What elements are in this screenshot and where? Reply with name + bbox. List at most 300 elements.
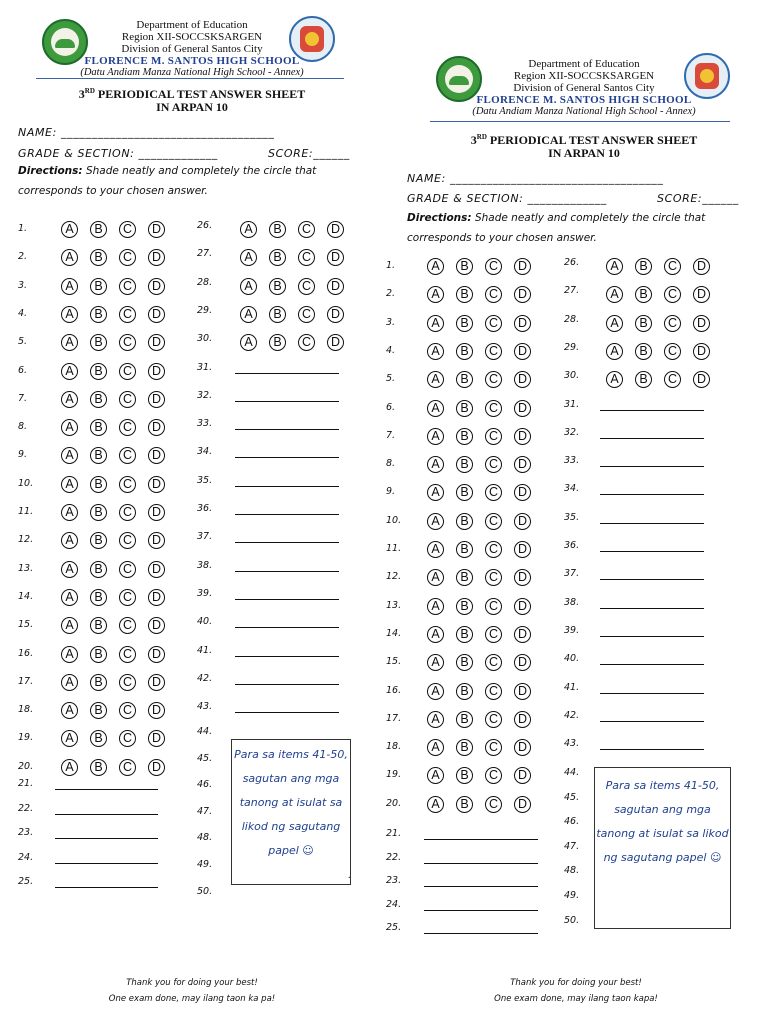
item-number: 50. xyxy=(197,885,213,897)
answer-choice-b[interactable]: B xyxy=(456,258,473,275)
answer-choice-c[interactable]: C xyxy=(119,363,136,380)
answer-choice-b[interactable]: B xyxy=(456,541,473,558)
answer-choice-c[interactable]: C xyxy=(119,646,136,663)
answer-choice-b[interactable]: B xyxy=(456,683,473,700)
item-number: 31. xyxy=(564,398,580,410)
answer-choice-a[interactable]: A xyxy=(427,286,444,303)
answer-choice-c[interactable]: C xyxy=(119,589,136,606)
answer-choice-a[interactable]: A xyxy=(427,343,444,360)
answer-blank[interactable] xyxy=(235,684,339,685)
answer-choice-a[interactable]: A xyxy=(427,739,444,756)
answer-choice-c[interactable]: C xyxy=(119,561,136,578)
answer-choice-d[interactable]: D xyxy=(514,683,531,700)
answer-choice-b[interactable]: B xyxy=(90,221,107,238)
answer-choice-c[interactable]: C xyxy=(119,617,136,634)
answer-choice-d[interactable]: D xyxy=(514,767,531,784)
answer-choice-c[interactable]: C xyxy=(298,306,315,323)
grade-section-field[interactable]: GRADE & SECTION: _____________ xyxy=(18,147,218,160)
answer-choice-d[interactable]: D xyxy=(148,447,165,464)
answer-choice-a[interactable]: A xyxy=(61,391,78,408)
answer-choice-c[interactable]: C xyxy=(485,569,502,586)
answer-blank[interactable] xyxy=(235,486,339,487)
answer-choice-a[interactable]: A xyxy=(61,278,78,295)
item-number: 47. xyxy=(197,805,213,817)
answer-blank[interactable] xyxy=(235,373,339,374)
answer-choice-d[interactable]: D xyxy=(514,739,531,756)
answer-choice-b[interactable]: B xyxy=(269,249,286,266)
answer-choice-d[interactable]: D xyxy=(148,334,165,351)
item-number: 46. xyxy=(197,779,213,791)
answer-choice-d[interactable]: D xyxy=(327,221,344,238)
back-page-note: Para sa items 41-50, sagutan ang mga tanong at isulat sa likod ng sagutang papel ☺ xyxy=(594,767,731,929)
item-number: 19. xyxy=(386,769,402,781)
answer-choice-b[interactable]: B xyxy=(635,315,652,332)
answer-choice-b[interactable]: B xyxy=(456,484,473,501)
answer-choice-d[interactable]: D xyxy=(148,504,165,521)
answer-choice-c[interactable]: C xyxy=(485,343,502,360)
answer-blank[interactable] xyxy=(235,457,339,458)
answer-blank[interactable] xyxy=(424,933,538,934)
answer-choice-a[interactable]: A xyxy=(61,249,78,266)
answer-choice-c[interactable]: C xyxy=(485,286,502,303)
answer-choice-d[interactable]: D xyxy=(514,598,531,615)
answer-choice-c[interactable]: C xyxy=(485,400,502,417)
answer-choice-c[interactable]: C xyxy=(664,258,681,275)
answer-choice-a[interactable]: A xyxy=(61,589,78,606)
answer-choice-d[interactable]: D xyxy=(148,278,165,295)
score-field[interactable]: SCORE:______ xyxy=(268,147,350,160)
item-number: 5. xyxy=(386,373,396,385)
answer-choice-a[interactable]: A xyxy=(606,371,623,388)
answer-choice-d[interactable]: D xyxy=(514,343,531,360)
header-divider xyxy=(430,121,730,122)
answer-choice-a[interactable]: A xyxy=(427,456,444,473)
answer-choice-a[interactable]: A xyxy=(61,419,78,436)
item-number: 24. xyxy=(18,851,34,863)
item-number: 15. xyxy=(386,656,402,668)
answer-choice-a[interactable]: A xyxy=(240,221,257,238)
answer-choice-a[interactable]: A xyxy=(427,569,444,586)
answer-choice-c[interactable]: C xyxy=(485,739,502,756)
answer-choice-a[interactable]: A xyxy=(61,561,78,578)
answer-blank[interactable] xyxy=(235,514,339,515)
answer-choice-d[interactable]: D xyxy=(514,796,531,813)
answer-choice-a[interactable]: A xyxy=(61,447,78,464)
answer-choice-c[interactable]: C xyxy=(119,674,136,691)
answer-blank[interactable] xyxy=(55,838,158,839)
answer-blank[interactable] xyxy=(235,627,339,628)
answer-choice-d[interactable]: D xyxy=(514,371,531,388)
answer-choice-c[interactable]: C xyxy=(298,249,315,266)
answer-choice-c[interactable]: C xyxy=(119,702,136,719)
answer-choice-d[interactable]: D xyxy=(148,617,165,634)
answer-choice-d[interactable]: D xyxy=(693,286,710,303)
answer-choice-a[interactable]: A xyxy=(61,363,78,380)
answer-choice-d[interactable]: D xyxy=(327,278,344,295)
answer-choice-b[interactable]: B xyxy=(90,334,107,351)
answer-choice-b[interactable]: B xyxy=(269,278,286,295)
answer-choice-d[interactable]: D xyxy=(514,484,531,501)
answer-choice-a[interactable]: A xyxy=(427,484,444,501)
answer-choice-b[interactable]: B xyxy=(456,513,473,530)
answer-choice-c[interactable]: C xyxy=(485,513,502,530)
answer-choice-b[interactable]: B xyxy=(90,759,107,776)
answer-blank[interactable] xyxy=(600,494,704,495)
answer-choice-d[interactable]: D xyxy=(148,249,165,266)
answer-blank[interactable] xyxy=(55,789,158,790)
item-number: 19. xyxy=(18,732,34,744)
answer-choice-d[interactable]: D xyxy=(327,306,344,323)
item-number: 1. xyxy=(386,260,396,271)
answer-choice-c[interactable]: C xyxy=(119,391,136,408)
header-divider xyxy=(36,78,344,79)
answer-blank[interactable] xyxy=(424,886,538,887)
item-number: 28. xyxy=(197,276,213,288)
answer-choice-c[interactable]: C xyxy=(485,711,502,728)
answer-choice-b[interactable]: B xyxy=(90,504,107,521)
answer-choice-b[interactable]: B xyxy=(90,363,107,380)
answer-choice-a[interactable]: A xyxy=(427,315,444,332)
item-number: 39. xyxy=(564,624,580,636)
answer-choice-b[interactable]: B xyxy=(635,286,652,303)
answer-choice-b[interactable]: B xyxy=(269,221,286,238)
answer-choice-c[interactable]: C xyxy=(485,654,502,671)
answer-blank[interactable] xyxy=(600,749,704,750)
answer-blank[interactable] xyxy=(235,401,339,402)
answer-choice-b[interactable]: B xyxy=(90,589,107,606)
school-name: FLORENCE M. SANTOS HIGH SCHOOL xyxy=(476,94,692,106)
answer-blank[interactable] xyxy=(600,608,704,609)
answer-choice-c[interactable]: C xyxy=(485,767,502,784)
answer-choice-b[interactable]: B xyxy=(456,767,473,784)
answer-choice-a[interactable]: A xyxy=(427,428,444,445)
answer-blank[interactable] xyxy=(424,910,538,911)
item-number: 1. xyxy=(18,223,28,234)
answer-choice-d[interactable]: D xyxy=(148,759,165,776)
answer-choice-d[interactable]: D xyxy=(514,400,531,417)
answer-choice-b[interactable]: B xyxy=(456,400,473,417)
answer-choice-c[interactable]: C xyxy=(485,456,502,473)
item-number: 46. xyxy=(564,816,580,828)
school-name: FLORENCE M. SANTOS HIGH SCHOOL xyxy=(84,55,300,67)
item-number: 11. xyxy=(18,506,34,517)
item-number: 7. xyxy=(386,429,396,441)
item-number: 6. xyxy=(18,364,28,376)
school-annex: (Datu Andiam Manza National High School - Annex) xyxy=(80,67,304,78)
answer-choice-d[interactable]: D xyxy=(514,626,531,643)
answer-choice-b[interactable]: B xyxy=(456,428,473,445)
answer-choice-b[interactable]: B xyxy=(456,711,473,728)
answer-choice-d[interactable]: D xyxy=(148,589,165,606)
sheet-title: 3RD PERIODICAL TEST ANSWER SHEET IN ARPAN 10 xyxy=(470,133,698,160)
item-number: 3. xyxy=(18,279,28,291)
answer-choice-a[interactable]: A xyxy=(606,315,623,332)
answer-choice-a[interactable]: A xyxy=(427,258,444,275)
answer-choice-b[interactable]: B xyxy=(90,306,107,323)
answer-blank[interactable] xyxy=(235,656,339,657)
answer-choice-a[interactable]: A xyxy=(61,674,78,691)
answer-choice-b[interactable]: B xyxy=(456,796,473,813)
item-number: 12. xyxy=(386,571,402,583)
item-number: 20. xyxy=(18,760,34,772)
score-field[interactable]: SCORE:______ xyxy=(657,192,739,205)
school-annex: (Datu Andiam Manza National High School - Annex) xyxy=(472,106,696,117)
answer-choice-c[interactable]: C xyxy=(664,315,681,332)
item-number: 36. xyxy=(197,503,213,514)
answer-blank[interactable] xyxy=(235,599,339,600)
answer-choice-c[interactable]: C xyxy=(119,532,136,549)
answer-choice-a[interactable]: A xyxy=(240,334,257,351)
answer-choice-a[interactable]: A xyxy=(606,258,623,275)
answer-choice-c[interactable]: C xyxy=(298,334,315,351)
answer-choice-b[interactable]: B xyxy=(456,569,473,586)
answer-choice-d[interactable]: D xyxy=(148,306,165,323)
answer-choice-a[interactable]: A xyxy=(427,711,444,728)
answer-choice-a[interactable]: A xyxy=(240,306,257,323)
region-name: Region XII-SOCCSKSARGEN xyxy=(121,31,263,43)
answer-choice-d[interactable]: D xyxy=(148,730,165,747)
item-number: 10. xyxy=(386,514,402,526)
footer-message: Thank you for doing your best! One exam done, may ilang taon ka pa! xyxy=(108,978,276,1004)
answer-choice-b[interactable]: B xyxy=(90,447,107,464)
answer-choice-c[interactable]: C xyxy=(485,484,502,501)
answer-blank[interactable] xyxy=(424,863,538,864)
answer-choice-a[interactable]: A xyxy=(61,476,78,493)
answer-choice-c[interactable]: C xyxy=(664,371,681,388)
answer-choice-a[interactable]: A xyxy=(61,221,78,238)
answer-choice-c[interactable]: C xyxy=(485,626,502,643)
answer-choice-a[interactable]: A xyxy=(61,306,78,323)
answer-choice-b[interactable]: B xyxy=(90,730,107,747)
item-number: 22. xyxy=(386,851,402,863)
header-block xyxy=(0,19,384,79)
answer-choice-a[interactable]: A xyxy=(61,334,78,351)
answer-choice-d[interactable]: D xyxy=(148,702,165,719)
answer-choice-d[interactable]: D xyxy=(148,363,165,380)
answer-choice-b[interactable]: B xyxy=(90,532,107,549)
answer-choice-d[interactable]: D xyxy=(514,315,531,332)
answer-choice-c[interactable]: C xyxy=(119,278,136,295)
answer-choice-c[interactable]: C xyxy=(119,759,136,776)
answer-choice-b[interactable]: B xyxy=(90,702,107,719)
answer-choice-b[interactable]: B xyxy=(456,654,473,671)
answer-choice-d[interactable]: D xyxy=(514,654,531,671)
item-number: 2. xyxy=(386,288,396,300)
answer-choice-a[interactable]: A xyxy=(427,400,444,417)
answer-choice-c[interactable]: C xyxy=(119,221,136,238)
answer-blank[interactable] xyxy=(600,636,704,637)
answer-choice-d[interactable]: D xyxy=(148,221,165,238)
name-field[interactable]: NAME: ___________________________________ xyxy=(407,172,664,185)
answer-choice-d[interactable]: D xyxy=(514,711,531,728)
answer-choice-b[interactable]: B xyxy=(456,456,473,473)
answer-choice-a[interactable]: A xyxy=(61,646,78,663)
answer-choice-c[interactable]: C xyxy=(119,476,136,493)
answer-choice-a[interactable]: A xyxy=(61,702,78,719)
answer-choice-c[interactable]: C xyxy=(119,306,136,323)
answer-choice-d[interactable]: D xyxy=(148,532,165,549)
answer-blank[interactable] xyxy=(235,712,339,713)
answer-choice-a[interactable]: A xyxy=(61,730,78,747)
answer-choice-b[interactable]: B xyxy=(90,391,107,408)
answer-choice-c[interactable]: C xyxy=(664,286,681,303)
item-number: 29. xyxy=(564,341,580,353)
answer-choice-c[interactable]: C xyxy=(119,419,136,436)
answer-choice-c[interactable]: C xyxy=(485,541,502,558)
answer-choice-b[interactable]: B xyxy=(456,315,473,332)
answer-blank[interactable] xyxy=(600,523,704,524)
item-number: 49. xyxy=(197,859,213,870)
answer-choice-c[interactable]: C xyxy=(119,249,136,266)
answer-choice-b[interactable]: B xyxy=(456,371,473,388)
answer-choice-d[interactable]: D xyxy=(693,258,710,275)
dept-name: Department of Education xyxy=(528,58,640,70)
answer-choice-a[interactable]: A xyxy=(61,617,78,634)
answer-choice-c[interactable]: C xyxy=(119,447,136,464)
answer-choice-d[interactable]: D xyxy=(148,561,165,578)
answer-choice-a[interactable]: A xyxy=(240,278,257,295)
item-number: 38. xyxy=(564,596,580,608)
item-number: 9. xyxy=(18,449,28,461)
answer-choice-c[interactable]: C xyxy=(485,598,502,615)
item-number: 4. xyxy=(18,307,28,319)
answer-choice-d[interactable]: D xyxy=(148,391,165,408)
answer-blank[interactable] xyxy=(55,814,158,815)
answer-choice-c[interactable]: C xyxy=(119,504,136,521)
answer-choice-d[interactable]: D xyxy=(514,456,531,473)
answer-choice-a[interactable]: A xyxy=(427,683,444,700)
answer-choice-a[interactable]: A xyxy=(427,513,444,530)
answer-choice-b[interactable]: B xyxy=(635,371,652,388)
answer-blank[interactable] xyxy=(600,466,704,467)
answer-choice-c[interactable]: C xyxy=(485,796,502,813)
item-number: 40. xyxy=(564,653,580,665)
item-number: 20. xyxy=(386,797,402,809)
answer-choice-d[interactable]: D xyxy=(693,371,710,388)
answer-choice-d[interactable]: D xyxy=(514,428,531,445)
answer-blank[interactable] xyxy=(600,551,704,552)
answer-choice-b[interactable]: B xyxy=(90,278,107,295)
answer-choice-a[interactable]: A xyxy=(427,654,444,671)
answer-choice-c[interactable]: C xyxy=(485,258,502,275)
answer-choice-a[interactable]: A xyxy=(61,504,78,521)
answer-choice-a[interactable]: A xyxy=(61,532,78,549)
answer-choice-d[interactable]: D xyxy=(148,646,165,663)
answer-choice-c[interactable]: C xyxy=(119,730,136,747)
answer-choice-c[interactable]: C xyxy=(485,371,502,388)
answer-choice-b[interactable]: B xyxy=(456,739,473,756)
answer-blank[interactable] xyxy=(600,693,704,694)
answer-choice-b[interactable]: B xyxy=(90,617,107,634)
answer-choice-a[interactable]: A xyxy=(427,371,444,388)
answer-choice-d[interactable]: D xyxy=(148,674,165,691)
answer-choice-a[interactable]: A xyxy=(427,598,444,615)
answer-choice-b[interactable]: B xyxy=(90,419,107,436)
grade-section-field[interactable]: GRADE & SECTION: _____________ xyxy=(407,192,607,205)
answer-choice-d[interactable]: D xyxy=(514,286,531,303)
answer-choice-b[interactable]: B xyxy=(90,674,107,691)
answer-blank[interactable] xyxy=(600,579,704,580)
answer-choice-b[interactable]: B xyxy=(456,286,473,303)
item-number: 35. xyxy=(197,474,213,486)
answer-choice-c[interactable]: C xyxy=(298,278,315,295)
answer-blank[interactable] xyxy=(600,721,704,722)
item-number: 23. xyxy=(18,827,34,839)
answer-choice-b[interactable]: B xyxy=(635,343,652,360)
answer-choice-d[interactable]: D xyxy=(514,569,531,586)
answer-choice-a[interactable]: A xyxy=(427,767,444,784)
item-number: 18. xyxy=(386,741,402,753)
answer-choice-b[interactable]: B xyxy=(269,334,286,351)
answer-choice-c[interactable]: C xyxy=(485,315,502,332)
answer-blank[interactable] xyxy=(235,429,339,430)
answer-choice-c[interactable]: C xyxy=(664,343,681,360)
item-number: 14. xyxy=(386,627,402,639)
answer-choice-a[interactable]: A xyxy=(606,286,623,303)
answer-choice-b[interactable]: B xyxy=(90,249,107,266)
answer-choice-a[interactable]: A xyxy=(240,249,257,266)
answer-choice-a[interactable]: A xyxy=(427,796,444,813)
answer-blank[interactable] xyxy=(600,664,704,665)
answer-choice-c[interactable]: C xyxy=(298,221,315,238)
item-number: 27. xyxy=(197,248,213,260)
sheet-title: 3RD PERIODICAL TEST ANSWER SHEET IN ARPAN 10 xyxy=(78,87,306,114)
answer-blank[interactable] xyxy=(55,863,158,864)
answer-choice-c[interactable]: C xyxy=(485,683,502,700)
header-block xyxy=(392,58,768,118)
answer-choice-b[interactable]: B xyxy=(90,646,107,663)
answer-choice-b[interactable]: B xyxy=(456,598,473,615)
name-field[interactable]: NAME: ___________________________________ xyxy=(18,126,275,139)
answer-choice-a[interactable]: A xyxy=(606,343,623,360)
answer-choice-d[interactable]: D xyxy=(514,513,531,530)
answer-blank[interactable] xyxy=(235,571,339,572)
answer-choice-b[interactable]: B xyxy=(456,626,473,643)
item-number: 37. xyxy=(197,531,213,543)
item-number: 17. xyxy=(386,712,402,724)
answer-choice-a[interactable]: A xyxy=(61,759,78,776)
answer-choice-d[interactable]: D xyxy=(327,334,344,351)
answer-choice-a[interactable]: A xyxy=(427,626,444,643)
answer-choice-d[interactable]: D xyxy=(327,249,344,266)
answer-choice-b[interactable]: B xyxy=(269,306,286,323)
answer-blank[interactable] xyxy=(424,839,538,840)
answer-choice-d[interactable]: D xyxy=(693,343,710,360)
item-number: 33. xyxy=(564,455,580,467)
answer-choice-b[interactable]: B xyxy=(635,258,652,275)
answer-choice-c[interactable]: C xyxy=(485,428,502,445)
answer-choice-c[interactable]: C xyxy=(119,334,136,351)
answer-choice-d[interactable]: D xyxy=(148,419,165,436)
answer-choice-d[interactable]: D xyxy=(693,315,710,332)
answer-choice-b[interactable]: B xyxy=(90,561,107,578)
answer-blank[interactable] xyxy=(235,542,339,543)
answer-blank[interactable] xyxy=(600,438,704,439)
item-number: 31. xyxy=(197,361,213,373)
answer-choice-d[interactable]: D xyxy=(514,258,531,275)
answer-choice-d[interactable]: D xyxy=(514,541,531,558)
item-number: 50. xyxy=(564,914,580,926)
answer-choice-a[interactable]: A xyxy=(427,541,444,558)
answer-blank[interactable] xyxy=(600,410,704,411)
item-number: 34. xyxy=(564,483,580,495)
answer-choice-b[interactable]: B xyxy=(90,476,107,493)
answer-choice-b[interactable]: B xyxy=(456,343,473,360)
item-number: 37. xyxy=(564,568,580,580)
answer-choice-d[interactable]: D xyxy=(148,476,165,493)
item-number: 38. xyxy=(197,559,213,571)
answer-blank[interactable] xyxy=(55,887,158,888)
